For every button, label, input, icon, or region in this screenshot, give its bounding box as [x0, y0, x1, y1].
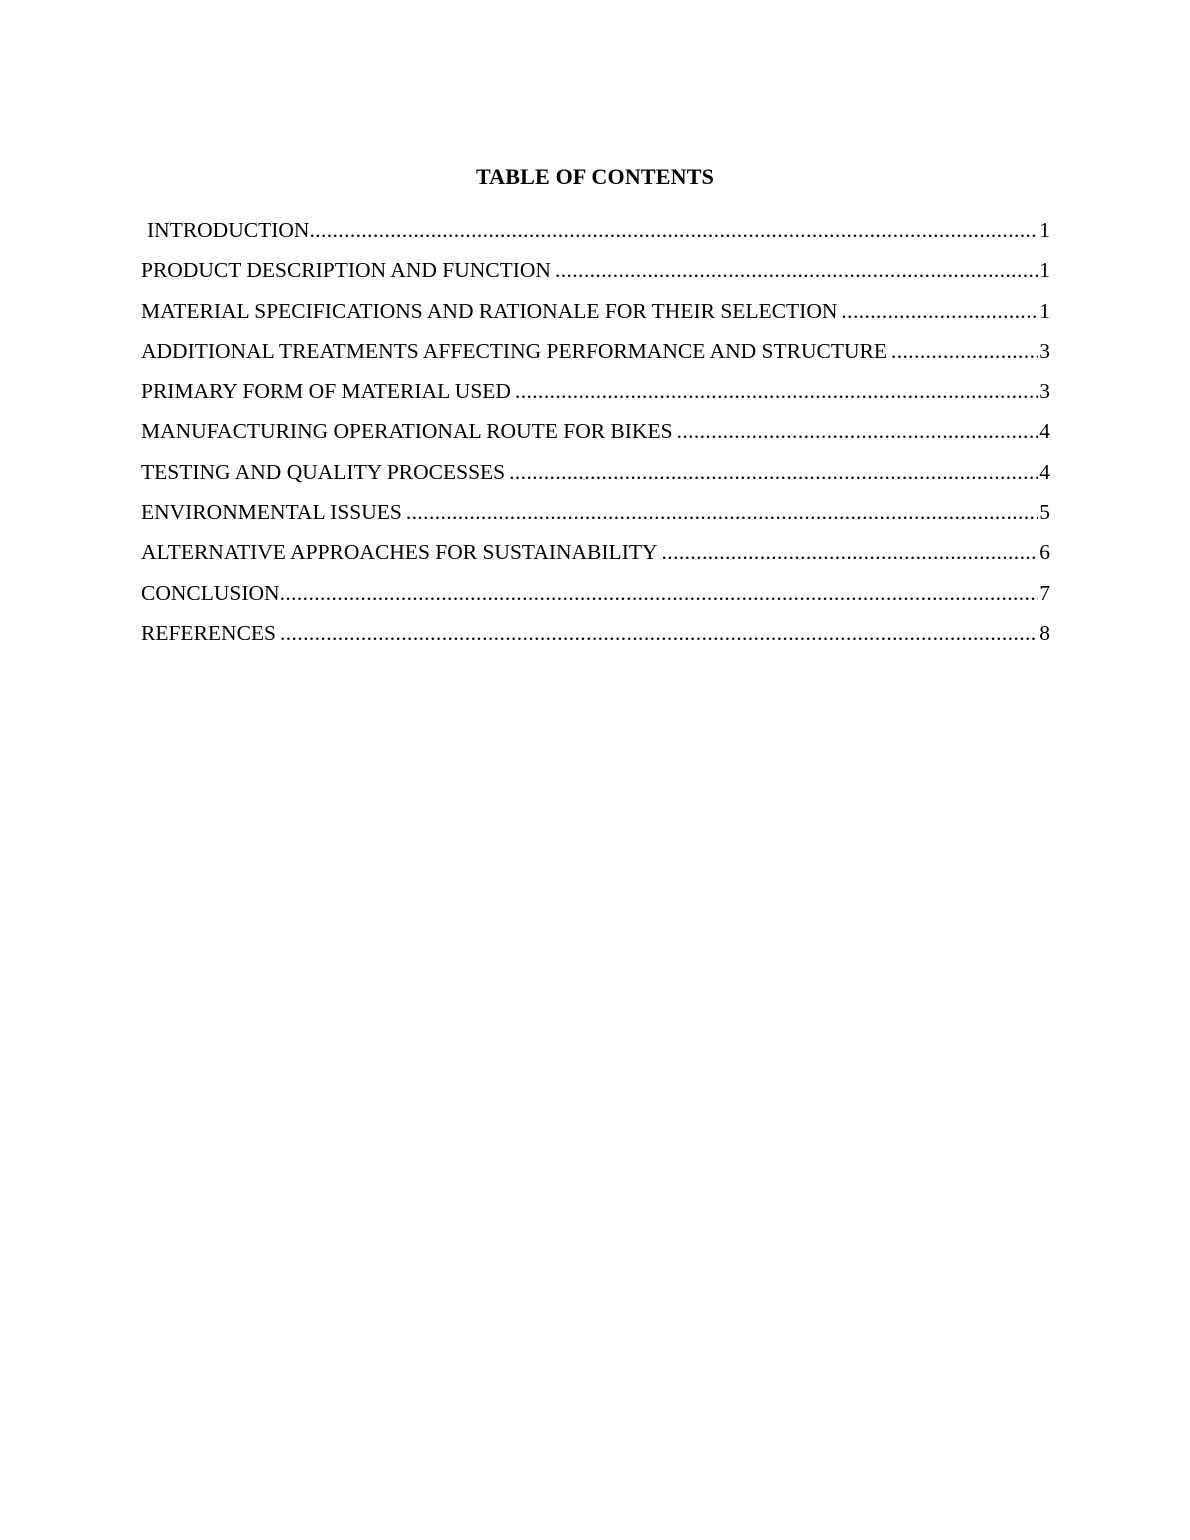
toc-entry-page: 4 — [1039, 459, 1050, 484]
toc-entry-references[interactable] — [141, 618, 1050, 658]
toc-entry-label: INTRODUCTION — [147, 218, 310, 242]
dot-leader — [509, 457, 1038, 487]
toc-entry-environmental-issues[interactable] — [141, 497, 1050, 537]
toc-entry-introduction[interactable] — [141, 215, 1050, 255]
dot-leader — [662, 537, 1039, 567]
toc-entry-page: 5 — [1039, 500, 1050, 525]
toc-entry-material-specifications[interactable] — [141, 296, 1050, 336]
toc-entry-additional-treatments[interactable] — [141, 336, 1050, 376]
toc-entry-label: MATERIAL SPECIFICATIONS AND RATIONALE FOR THEIR SELECTION — [141, 298, 838, 323]
toc-entry-primary-form[interactable] — [141, 376, 1050, 416]
dot-leader — [841, 296, 1038, 326]
toc-entry-page: 3 — [1039, 338, 1050, 363]
toc-entry-product-description[interactable] — [141, 255, 1050, 295]
dot-leader — [280, 578, 1039, 608]
toc-entry-page: 1 — [1039, 258, 1050, 283]
toc-entry-page: 3 — [1039, 379, 1050, 404]
toc-entry-page: 1 — [1039, 298, 1050, 323]
dot-leader — [555, 255, 1038, 285]
toc-title: TABLE OF CONTENTS — [475, 164, 715, 189]
toc-entry-label: MANUFACTURING OPERATIONAL ROUTE FOR BIKES — [141, 419, 673, 444]
toc-entry-label: REFERENCES — [141, 620, 276, 645]
toc-entry-label: PRODUCT DESCRIPTION AND FUNCTION — [141, 258, 551, 283]
toc-entry-testing-quality[interactable] — [141, 457, 1050, 497]
dot-leader — [515, 376, 1038, 406]
toc-entry-label: TESTING AND QUALITY PROCESSES — [141, 459, 506, 484]
toc-entry-label: PRIMARY FORM OF MATERIAL USED — [141, 379, 511, 404]
dot-leader — [309, 215, 1038, 245]
toc-entry-label: CONCLUSION — [141, 580, 280, 605]
toc-entry-manufacturing-route[interactable] — [141, 416, 1050, 456]
toc-entry-page: 7 — [1039, 580, 1050, 605]
toc-entry-page: 4 — [1039, 419, 1050, 444]
toc-entry-page: 1 — [1039, 218, 1050, 242]
toc-list — [141, 215, 1050, 658]
toc-entry-label: ALTERNATIVE APPROACHES FOR SUSTAINABILITY — [141, 540, 658, 565]
toc-entry-page: 8 — [1039, 620, 1050, 645]
toc-entry-page: 6 — [1039, 540, 1050, 565]
toc-entry-label: ADDITIONAL TREATMENTS AFFECTING PERFORMANCE AND STRUCTURE — [141, 338, 887, 363]
dot-leader — [280, 618, 1038, 648]
dot-leader — [677, 416, 1039, 446]
dot-leader — [891, 336, 1038, 366]
toc-entry-conclusion[interactable] — [141, 578, 1050, 618]
toc-entry-label: ENVIRONMENTAL ISSUES — [141, 500, 402, 525]
toc-entry-alternative-approaches[interactable] — [141, 537, 1050, 577]
dot-leader — [406, 497, 1038, 527]
